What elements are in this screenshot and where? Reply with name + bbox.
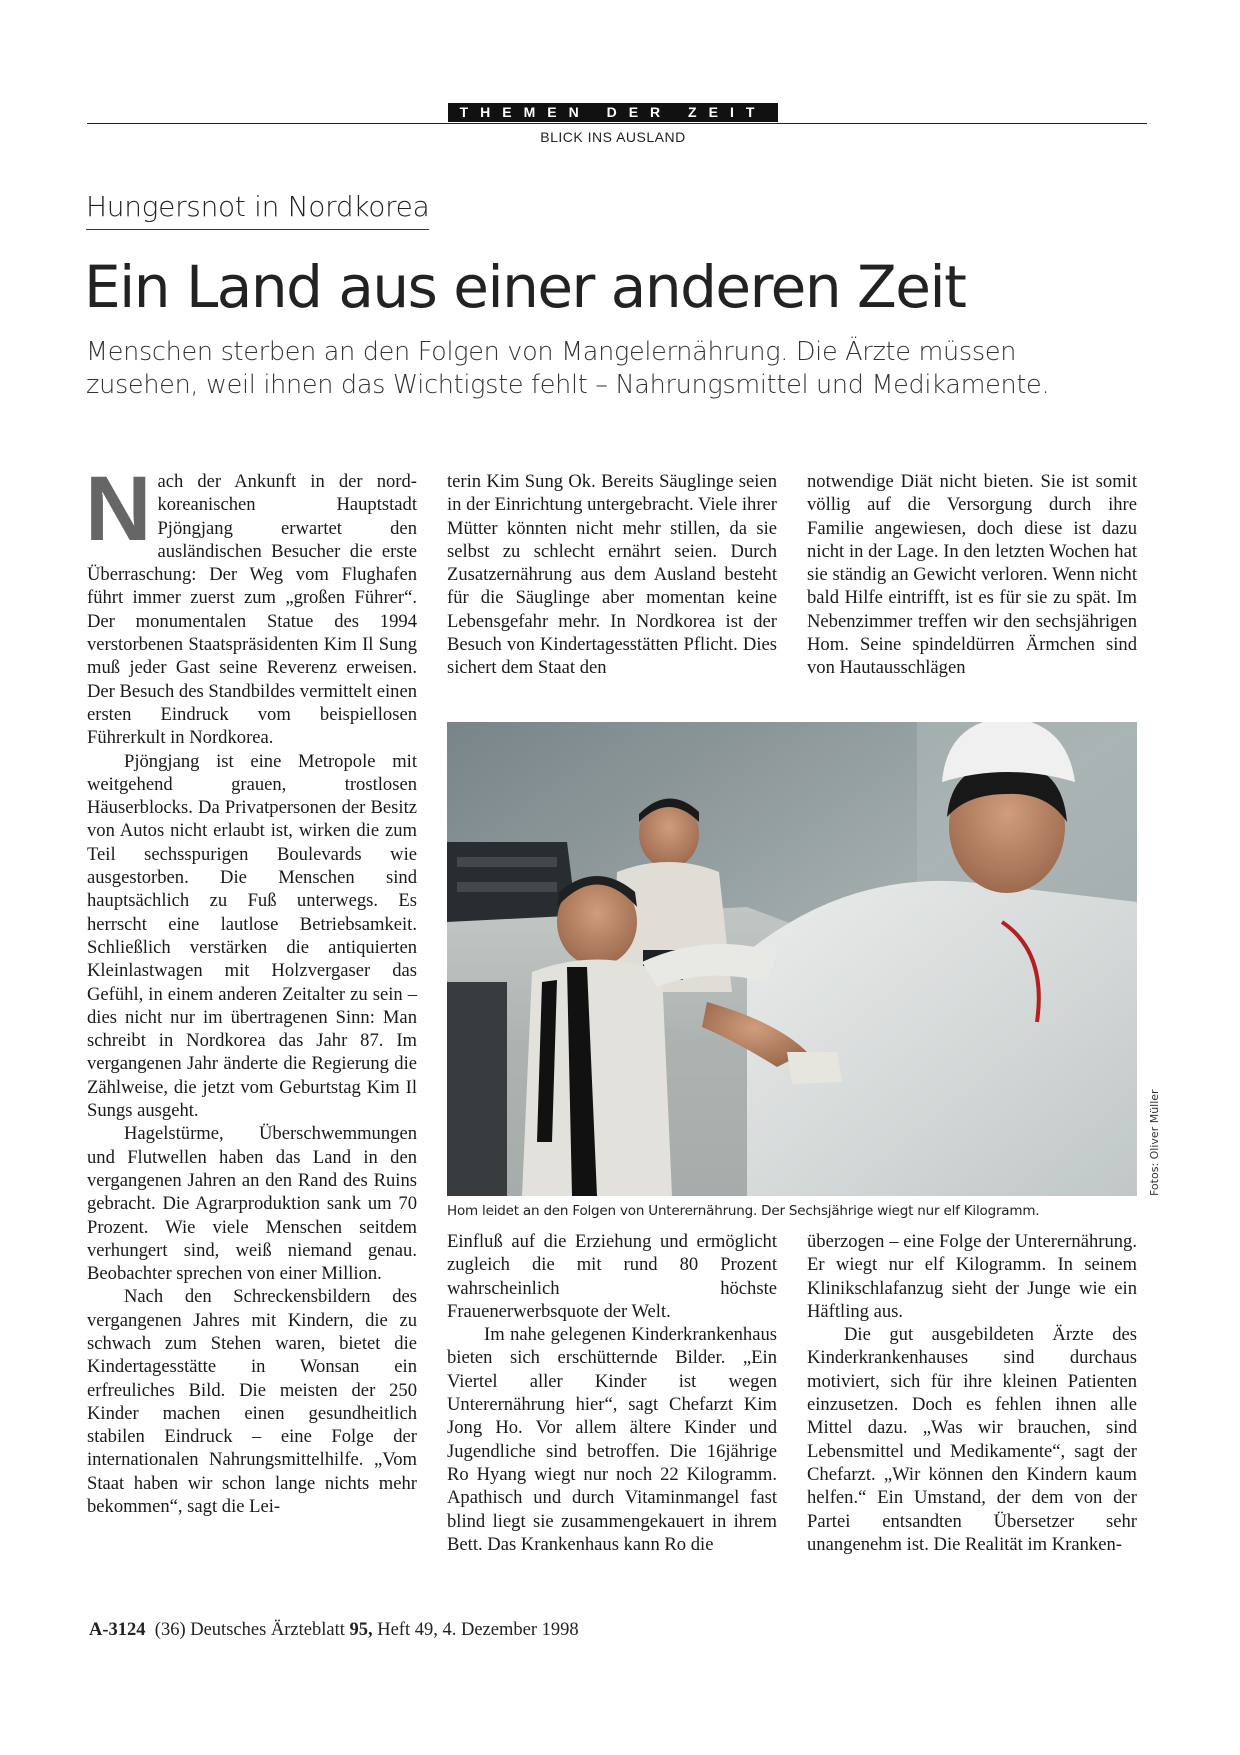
journal-issue: Heft 49, 4. Dezember 1998 (377, 1620, 579, 1640)
page-number: (36) (154, 1620, 186, 1640)
article-dek: Menschen sterben an den Folgen von Mangelernährung. Die Ärzte müssen zusehen, weil ihnen das Wichtigste fehlt – Nahrungsmittel und Medikamente. (86, 337, 1050, 400)
paragraph: Pjöngjang ist eine Metropole mit weitgehend grauen, trostlosen Häuserblocks. Da Privatpersonen der Besitz von Autos nicht erlaubt ist, wirken die zum Teil sechsspurigen Boulevards wie ausgestorben. Die Menschen sind hauptsächlich zu Fuß unterwegs. Es herrscht eine lautlose Betriebsamkeit. Schließlich verstärken die antiquierten Kleinlastwagen mit Holzvergaser das Gefühl, in einem anderen Zeitalter zu sein – dies nicht nur im übertragenen Sinn: Man schreibt in Nordkorea das Jahr 87. Im vergangenen Jahr änderte die Regierung die Zählweise, die jetzt vom Geburtstag Kim Il Sungs ausgeht. (87, 750, 417, 1122)
article-column-1 (85, 458, 417, 1518)
subsection-label: BLICK INS AUSLAND (540, 129, 686, 145)
article-kicker: Hungersnot in Nordkorea (86, 190, 429, 230)
article-photo (447, 722, 1137, 1196)
paragraph: Nach den Schreckensbildern des vergangenen Jahres mit Kindern, die zu schwach zum Stehen waren, bietet die Kindertagesstätte in Wonsan ein erfreuliches Bild. Die meisten der 250 Kinder machen einen gesundheitlich stabilen Eindruck – eine Folge der internationalen Nahrungsmittelhilfe. „Vom Staat haben wir schon lange nichts mehr bekommen“, sagt die Lei- (87, 1286, 417, 1518)
article-column-3-top (807, 470, 1137, 680)
article-title: Ein Land aus einer anderen Zeit (84, 253, 966, 321)
paragraph: Im nahe gelegenen Kinderkrankenhaus bieten sich erschütternde Bilder. „Ein Viertel aller Kinder ist wegen Unterernährung hier“, sagt Chefarzt Kim Jong Ho. Vor allem ältere Kinder und Jugendliche sind betroffen. Die 16jährige Ro Hyang wiegt nur noch 22 Kilogramm. Apathisch und durch Vitaminmangel fast blind liegt sie zusammengekauert in ihrem Bett. Das Krankenhaus kann Ro die (447, 1324, 777, 1555)
section-label: THEMEN DER ZEIT (448, 103, 778, 122)
paragraph: Einfluß auf die Erziehung und ermöglicht zugleich die mit rund 80 Prozent wahrscheinlich höchste Frauenerwerbsquote der Welt. (447, 1231, 777, 1322)
paragraph: terin Kim Sung Ok. Bereits Säuglinge seien in der Einrichtung untergebracht. Viele ihrer Mütter könnten nicht mehr stillen, da sie selbst zu schlecht ernährt seien. Durch Zusatzernährung aus dem Ausland besteht für die Säuglinge aber momentan keine Lebensgefahr mehr. In Nordkorea ist der Besuch von Kindertagesstätten Pflicht. Dies sichert dem Staat den (447, 471, 777, 679)
article-column-2-bottom (447, 1230, 777, 1556)
photo-illustration (447, 722, 1137, 1196)
header-rule (87, 123, 1147, 124)
article-column-2-top (447, 470, 777, 680)
drop-cap: N (85, 458, 152, 560)
paragraph: überzogen – eine Folge der Unterernährung. Er wiegt nur elf Kilogramm. In seinem Klinikschlafanzug sieht der Junge wie ein Häftling aus. (807, 1231, 1137, 1322)
paragraph: Nach der Ankunft in der nord-koreanischen Hauptstadt Pjöngjang erwartet den ausländischen Besucher die erste Überraschung: Der Weg vom Flughafen führt immer zuerst zum „großen Führer“. Der monumentalen Statue des 1994 verstorbenen Staatspräsidenten Kim Il Sung muß jeder Gast seine Reverenz erweisen. Der Besuch des Standbildes vermittelt einen ersten Eindruck vom beispiellosen Führerkult in Nordkorea. (85, 458, 417, 749)
page-code: A-3124 (89, 1620, 146, 1640)
journal-name: Deutsches Ärzteblatt (190, 1620, 345, 1640)
photo-caption: Hom leidet an den Folgen von Unterernährung. Der Sechsjährige wiegt nur elf Kilogramm. (447, 1203, 1040, 1219)
paragraph: notwendige Diät nicht bieten. Sie ist somit völlig auf die Versorgung durch ihre Familie angewiesen, doch diese ist dazu nicht in der Lage. In den letzten Wochen hat sie ständig an Gewicht verloren. Wenn nicht bald Hilfe eintrifft, ist es für sie zu spät. Im Nebenzimmer treffen wir den sechsjährigen Hom. Seine spindeldürren Ärmchen sind von Hautausschlägen (807, 471, 1137, 679)
journal-volume: 95, (349, 1620, 373, 1640)
paragraph: Die gut ausgebildeten Ärzte des Kinderkrankenhauses sind durchaus motiviert, sich für ihre kleinen Patienten einzusetzen. Doch es fehlen ihnen alle Mittel dazu. „Was wir brauchen, sind Lebensmittel und Medikamente“, sagt der Chefarzt. „Wir können den Kindern kaum helfen.“ Ein Umstand, der dem von der Partei entsandten Übersetzer sehr unangenehm ist. Die Realität im Kranken- (807, 1324, 1137, 1555)
page-footer (89, 1620, 579, 1641)
photo-credit: Fotos: Oliver Müller (1148, 1089, 1161, 1196)
paragraph: Hagelstürme, Überschwemmungen und Flutwellen haben das Land in den vergangenen Jahren an den Rand des Ruins gebracht. Die Agrarproduktion sank um 70 Prozent. Wie viele Menschen seitdem verhungert sind, weiß niemand genau. Beobachter sprechen von einer Million. (87, 1123, 417, 1285)
article-column-3-bottom (807, 1230, 1137, 1556)
